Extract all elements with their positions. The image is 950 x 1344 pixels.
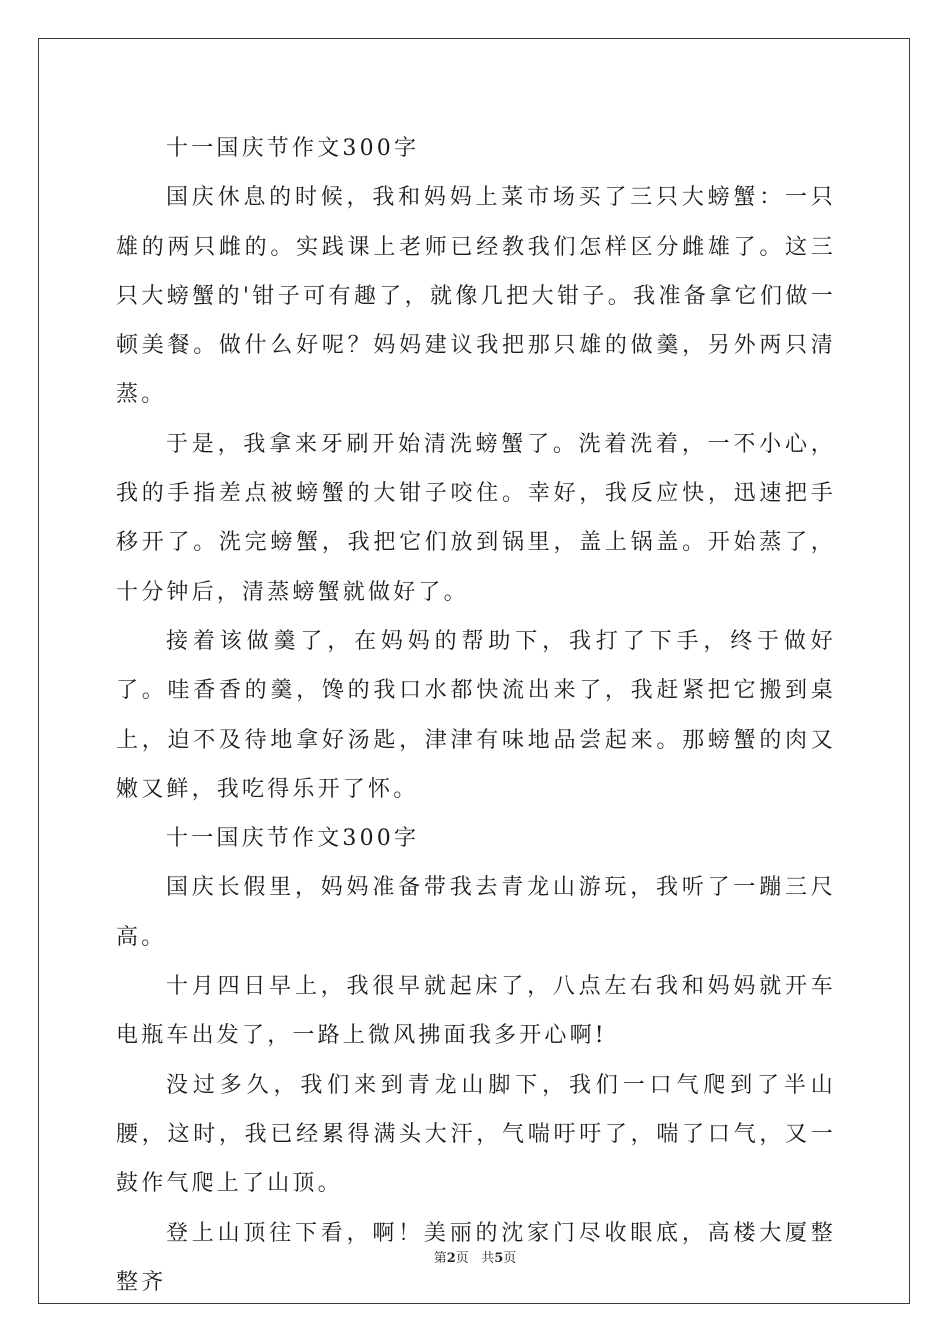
footer-total-prefix: 共 bbox=[481, 1251, 495, 1266]
current-page-number: 2 bbox=[446, 1251, 456, 1266]
essay-title: 十一国庆节作文300字 bbox=[166, 826, 420, 852]
total-pages-number: 5 bbox=[494, 1251, 504, 1266]
footer-prefix: 第 bbox=[433, 1251, 447, 1266]
essay-title: 十一国庆节作文300字 bbox=[166, 136, 420, 161]
footer-page-suffix: 页 bbox=[455, 1251, 469, 1266]
paragraph: 没过多久，我们来到青龙山脚下，我们一口气爬到了半山腰，这时，我已经累得满头大汗，气喘吁吁了，喘了口气，又一鼓作气爬上了山顶。 bbox=[116, 1072, 836, 1197]
paragraph: 国庆长假里，妈妈准备带我去青龙山游玩，我听了一蹦三尺高。 bbox=[116, 875, 836, 950]
page-footer bbox=[0, 1247, 950, 1266]
paragraph: 登上山顶往下看，啊！美丽的沈家门尽收眼底，高楼大厦整整齐 bbox=[116, 1220, 836, 1295]
document-body bbox=[116, 124, 836, 1307]
footer-total-suffix: 页 bbox=[503, 1251, 517, 1266]
paragraph: 于是，我拿来牙刷开始清洗螃蟹了。洗着洗着，一不小心，我的手指差点被螃蟹的大钳子咬住。幸好，我反应快，迅速把手移开了。洗完螃蟹，我把它们放到锅里，盖上锅盖。开始蒸了，十分钟后，清蒸螃蟹就做好了。 bbox=[116, 431, 836, 605]
paragraph: 接着该做羹了，在妈妈的帮助下，我打了下手，终于做好了。哇香香的羹，馋的我口水都快流出来了，我赶紧把它搬到桌上，迫不及待地拿好汤匙，津津有味地品尝起来。那螃蟹的肉又嫩又鲜，我吃得乐开了怀。 bbox=[116, 628, 836, 802]
paragraph: 国庆休息的时候，我和妈妈上菜市场买了三只大螃蟹：一只雄的两只雌的。实践课上老师已经教我们怎样区分雌雄了。这三只大螃蟹的'钳子可有趣了，就像几把大钳子。我准备拿它们做一顿美餐。做什么好呢？妈妈建议我把那只雄的做羹，另外两只清蒸。 bbox=[116, 185, 836, 408]
paragraph: 十月四日早上，我很早就起床了，八点左右我和妈妈就开车电瓶车出发了，一路上微风拂面我多开心啊! bbox=[116, 974, 836, 1049]
